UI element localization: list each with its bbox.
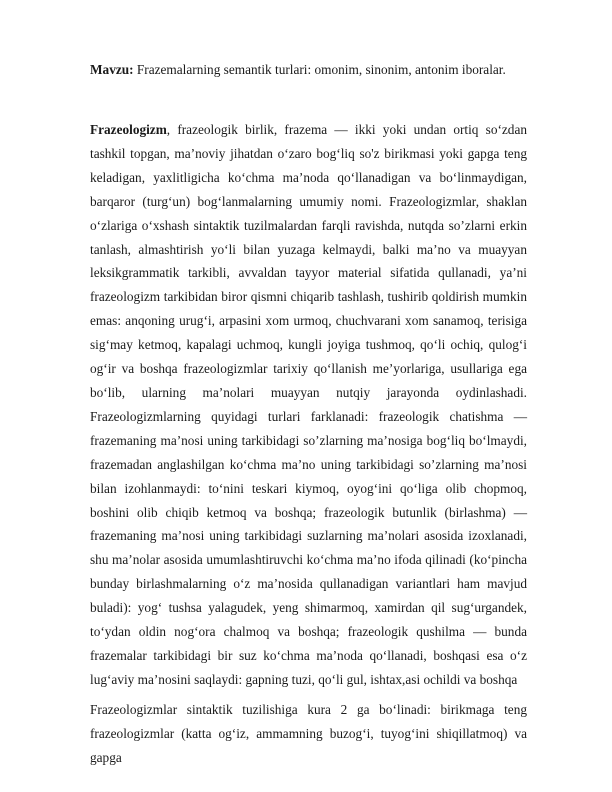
term-frazeologizm: Frazeologizm: [90, 122, 167, 137]
paragraph-definition: [90, 118, 527, 692]
body-text: [90, 118, 527, 769]
paragraph-syntactic: [90, 698, 527, 770]
topic-text: Frazemalarning semantik turlari: omonim, sinonim, antonim iboralar.: [133, 62, 506, 77]
topic-label: Mavzu:: [90, 62, 134, 77]
topic-line: [90, 60, 530, 80]
paragraph-syntactic-text: Frazeologizmlar sintaktik tuzilishiga kura 2 ga bo‘linadi: birikmaga teng frazeologizmlar (katta og‘iz, ammamning buzog‘i, tuyog‘ini shiqillatmoq) va gapga: [90, 701, 527, 765]
paragraph-definition-text: , frazeologik birlik, frazema — ikki yoki undan ortiq so‘zdan tashkil topgan, ma’noviy jihatdan o‘zaro bog‘liq so'z birikmasi yoki gapga teng keladigan, yaxlitligicha ko‘chma ma’noda qo‘llanadigan va bo‘linmaydigan, barqaror (turg‘un) bog‘lanmalarning umumiy nomi. Frazeologizmlar, shaklan o‘zlariga o‘xshash sintaktik tuzilmalardan farqli ravishda, nutqda so’zlarni erkin tanlash, almashtirish yo‘li bilan yuzaga kelmaydi, balki ma’no va muayyan leksikgrammatik tarkibli, avvaldan tayyor material sifatida qullanadi, ya’ni frazeologizm tarkibidan biror qismni chiqarib tashlash, tushirib qoldirish mumkin emas: anqoning urug‘i, arpasini xom urmoq, chuchvarani xom sanamoq, terisiga sig‘may ketmoq, kapalagi uchmoq, kungli joyiga tushmoq, qo‘li ochiq, qulog‘i og‘ir va boshqa frazeologizmlar tarixiy qo‘llanish me’yorlariga, usullariga ega bo‘lib, ularning ma’nolari muayyan nutqiy jarayonda oydinlashadi. Frazeologizmlarning quyidagi turlari farklanadi: frazeologik chatishma — frazemaning ma’nosi uning tarkibidagi so’zlarning ma’nosiga bog‘liq bo‘lmaydi, frazemadan anglashilgan ko‘chma ma’no uning tarkibidagi so’zlarning ma’nosi bilan izohlanmaydi: to‘nini teskari kiymoq, oyog‘ini qo‘liga olib chopmoq, boshini olib chiqib ketmoq va boshqa; frazeologik butunlik (birlashma) — frazemaning ma’nosi uning tarkibidagi suzlarning ma’nolari asosida izoxlanadi, shu ma’nolar asosida umumlashtiruvchi ko‘chma ma’no ifoda qilinadi (ko‘pincha bunday birlashmalarning o‘z ma’nosida qullanadigan variantlari ham mavjud buladi): yog‘ tushsa yalagudek, yeng shimarmoq, xamirdan qil sug‘urgandek, to‘ydan oldin nog‘ora chalmoq va boshqa; frazeologik qushilma — bunda frazemalar tarkibidagi bir suz ko‘chma ma’noda qo‘llanadi, boshqasi esa o‘z lug‘aviy ma’nosini saqlaydi: gapning tuzi, qo‘li gul, ishtax,asi ochildi va boshqa: [90, 122, 527, 687]
